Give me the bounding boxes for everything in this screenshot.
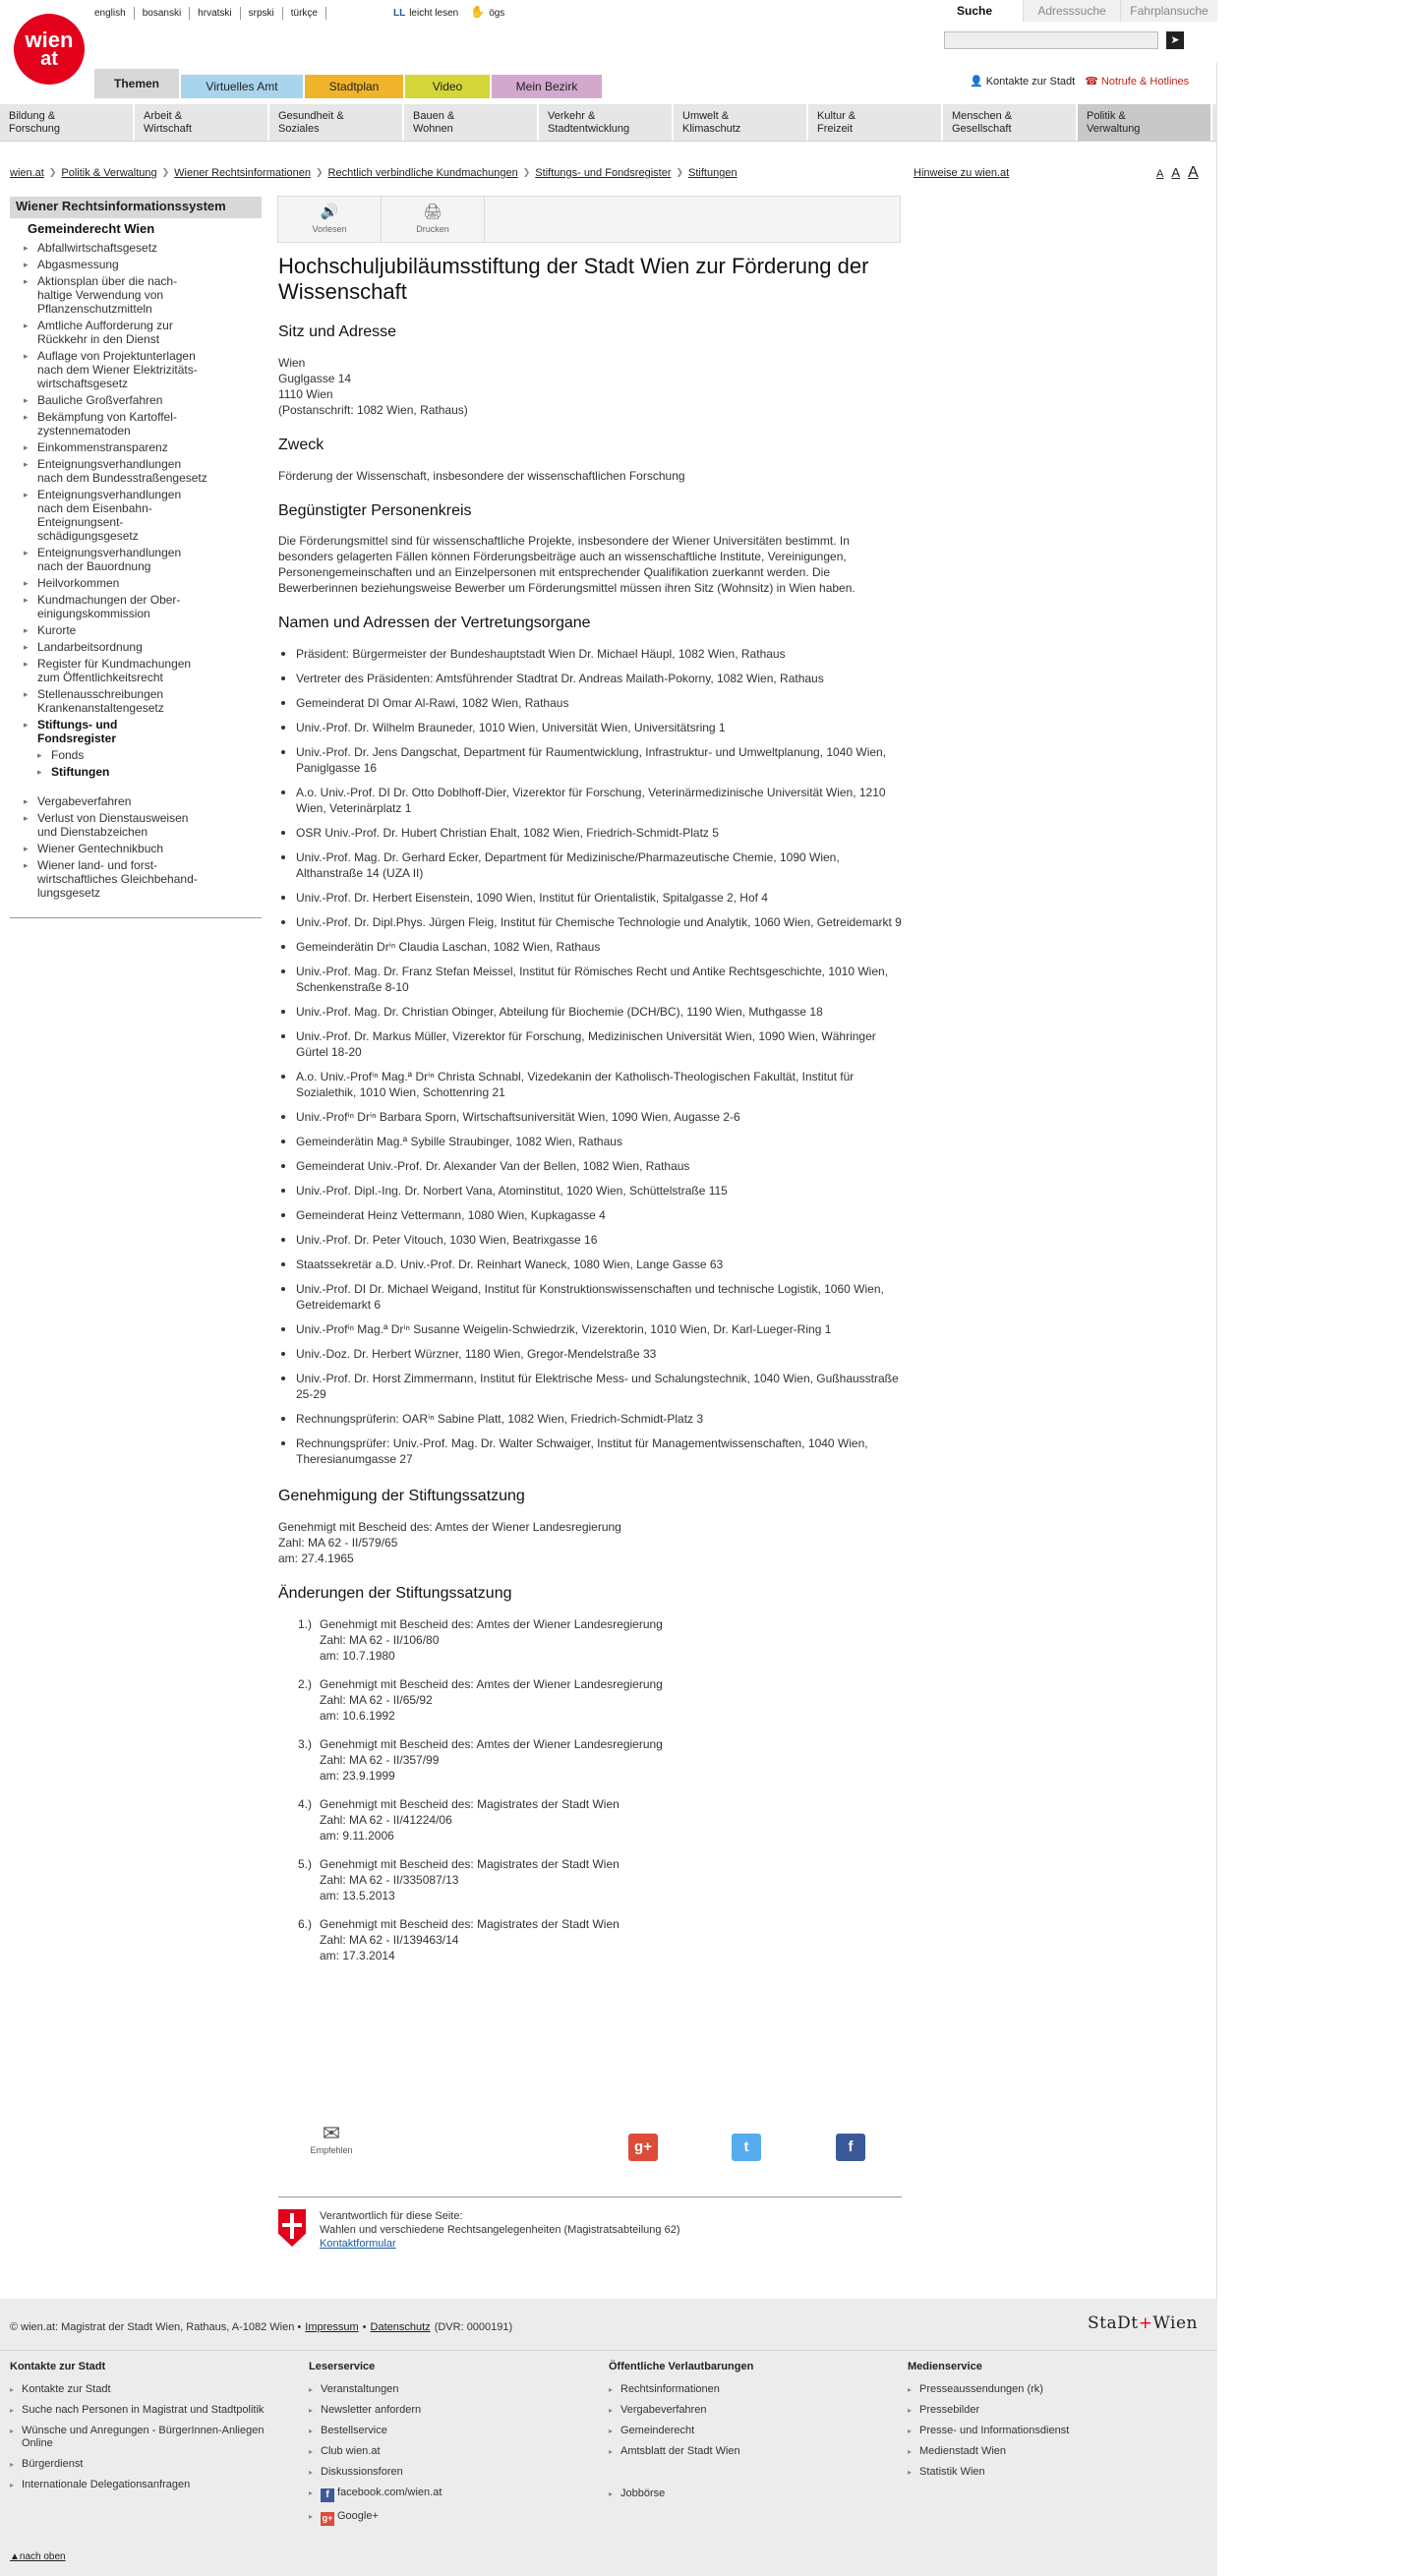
footer-link[interactable]: ▸ Diskussionsforen xyxy=(309,2466,594,2479)
footer-link[interactable]: ▸ Suche nach Personen in Magistrat und Stadtpolitik xyxy=(10,2404,295,2417)
change-item xyxy=(298,1796,902,1844)
cat-line1: Verkehr & xyxy=(548,110,596,122)
responsible-dept: Wahlen und verschiedene Rechtsangelegenheiten (Magistratsabteilung 62) xyxy=(320,2224,680,2236)
sidebar-item[interactable]: ▸ Vergabeverfahren xyxy=(22,794,262,808)
approval-line: Genehmigt mit Bescheid des: Amtes der Wiener Landesregierung xyxy=(278,1519,621,1534)
cat-line2: Verwaltung xyxy=(1087,123,1141,135)
change-line: Genehmigt mit Bescheid des: Amtes der Wiener Landesregierung xyxy=(320,1616,663,1631)
lang-turkce[interactable]: türkçe xyxy=(291,7,326,20)
change-line: am: 23.9.1999 xyxy=(320,1768,395,1783)
footer-link[interactable]: ▸ Jobbörse xyxy=(609,2488,894,2500)
footer-link[interactable]: ▸ Veranstaltungen xyxy=(309,2383,594,2396)
vienna-coat-of-arms-icon xyxy=(278,2209,306,2247)
sidebar-item[interactable]: ▸ Kurorte xyxy=(22,623,262,637)
footer-col-title: Kontakte zur Stadt xyxy=(10,2361,106,2372)
representative-item: Präsident: Bürgermeister der Bundeshauptstadt Wien Dr. Michael Häupl, 1082 Wien, Rathaus xyxy=(278,646,902,662)
copyright-text: © wien.at: Magistrat der Stadt Wien, Rathaus, A-1082 Wien • xyxy=(10,2321,302,2333)
footer-link[interactable]: ▸ Kontakte zur Stadt xyxy=(10,2383,295,2396)
search-submit-button[interactable] xyxy=(1166,31,1184,49)
footer-divider xyxy=(0,2350,1217,2351)
sign-language-icon: ✋ xyxy=(470,5,486,20)
cat-umwelt[interactable] xyxy=(674,104,808,141)
change-item xyxy=(298,1676,902,1724)
breadcrumb xyxy=(10,166,738,180)
representative-item: Staatssekretär a.D. Univ.-Prof. Dr. Reinhart Waneck, 1080 Wien, Lange Gasse 63 xyxy=(278,1257,902,1272)
beneficiaries-heading: Begünstigter Personenkreis xyxy=(278,501,472,519)
contact-form-link[interactable]: Kontaktformular xyxy=(320,2238,396,2250)
change-body xyxy=(320,1916,620,1963)
tab-themen[interactable]: Themen xyxy=(94,69,179,98)
change-line: am: 9.11.2006 xyxy=(320,1828,394,1843)
tab-timetable-search[interactable]: Fahrplansuche xyxy=(1120,0,1217,22)
language-bar xyxy=(94,4,504,22)
representative-item: Univ.-Prof. Dipl.-Ing. Dr. Norbert Vana, Atominstitut, 1020 Wien, Schüttelstraße 115 xyxy=(278,1183,902,1199)
change-item xyxy=(298,1856,902,1903)
change-line: am: 10.6.1992 xyxy=(320,1708,395,1723)
dvr-text: (DVR: 0000191) xyxy=(434,2321,513,2333)
change-number: 3.) xyxy=(298,1736,313,1751)
envelope-icon: ✉ xyxy=(322,2121,341,2145)
change-body xyxy=(320,1676,663,1724)
footer-facebook-link[interactable] xyxy=(309,2487,594,2502)
chevron-right-icon: ❯ xyxy=(522,167,531,178)
tab-video[interactable]: Video xyxy=(405,75,490,98)
sidebar-item: Gemeinderecht Wien xyxy=(28,221,155,236)
breadcrumb-item[interactable]: Rechtlich verbindliche Kundmachungen xyxy=(327,167,518,179)
footer-col-media xyxy=(908,2360,1193,2487)
cat-line1: Kultur & xyxy=(817,110,856,122)
stadt-wien-logo[interactable] xyxy=(1088,2313,1198,2334)
footer-google-link[interactable] xyxy=(309,2510,594,2526)
footer-link[interactable]: ▸ Medienstadt Wien xyxy=(908,2445,1193,2458)
representative-item: Vertreter des Präsidenten: Amtsführender Stadtrat Dr. Andreas Mailath-Pokorny, 1082 Wien, Rathaus xyxy=(278,671,902,686)
cat-line1: Bauen & xyxy=(413,110,455,122)
change-body xyxy=(320,1616,663,1664)
footer-link[interactable]: ▸ Wünsche und Anregungen - BürgerInnen-Anliegen Online xyxy=(10,2425,295,2450)
change-line: Genehmigt mit Bescheid des: Magistrates der Stadt Wien xyxy=(320,1856,620,1871)
change-body xyxy=(320,1856,620,1903)
hints-link[interactable]: Hinweise zu wien.at xyxy=(914,167,1010,179)
footer-col-title: Öffentliche Verlautbarungen xyxy=(609,2361,754,2372)
representative-item: Univ.-Prof. DI Dr. Michael Weigand, Institut für Konstruktionswissenschaften und technische Logistik, 1060 Wien, Getreidemarkt 6 xyxy=(278,1281,902,1313)
representative-item: OSR Univ.-Prof. Dr. Hubert Christian Ehalt, 1082 Wien, Friedrich-Schmidt-Platz 5 xyxy=(278,825,902,841)
purpose-heading: Zweck xyxy=(278,436,324,453)
brand-mark: + xyxy=(1138,2313,1153,2333)
change-number: 4.) xyxy=(298,1796,313,1811)
address-line: Guglgasse 14 xyxy=(278,371,352,385)
cat-bauen[interactable] xyxy=(404,104,539,141)
chevron-right-icon: ❯ xyxy=(48,167,57,178)
cat-line2: Wohnen xyxy=(413,123,453,135)
representative-item: A.o. Univ.-Prof. DI Dr. Otto Doblhoff-Dier, Vizerektor für Forschung, Veterinärmedizinische Universität Wien, 1210 Wien, Veterinärplatz 1 xyxy=(278,785,902,816)
change-line: Zahl: MA 62 - II/335087/13 xyxy=(320,1872,459,1887)
chevron-right-icon: ❯ xyxy=(676,167,684,178)
chevron-right-icon: ❯ xyxy=(161,167,170,178)
speaker-icon: 🔊 xyxy=(320,203,339,220)
representatives-list xyxy=(278,646,902,1467)
brand-left: StaDt xyxy=(1088,2313,1139,2333)
footer-link[interactable]: ▸ Vergabeverfahren xyxy=(609,2404,894,2417)
cat-line2: Soziales xyxy=(278,123,320,135)
representative-item: A.o. Univ.-Profⁱⁿ Mag.ª Drⁱⁿ Christa Schnabl, Vizedekanin der Katholisch-Theologischen Fakultät, Institut für Sozialethik, 1010 Wien, Schottenring 21 xyxy=(278,1069,902,1100)
purpose-text: Förderung der Wissenschaft, insbesondere der wissenschaftlichen Forschung xyxy=(278,468,685,483)
footer-link-label: facebook.com/wien.at xyxy=(337,2487,442,2499)
easy-read-icon: LL xyxy=(392,7,406,19)
representative-item: Univ.-Prof. Dr. Horst Zimmermann, Institut für Elektrische Mess- und Schalungstechnik, 1040 Wien, Gußhausstraße 25-29 xyxy=(278,1371,902,1402)
representative-item: Gemeinderat Univ.-Prof. Dr. Alexander Van der Bellen, 1082 Wien, Rathaus xyxy=(278,1158,902,1174)
change-item xyxy=(298,1736,902,1784)
footer-link[interactable]: ▸ Pressebilder xyxy=(908,2404,1193,2417)
representative-item: Rechnungsprüferin: OARⁱⁿ Sabine Platt, 1082 Wien, Friedrich-Schmidt-Platz 3 xyxy=(278,1411,902,1427)
change-item xyxy=(298,1916,902,1963)
cat-arbeit[interactable] xyxy=(135,104,269,141)
sidebar-item[interactable]: ▸ Abgasmessung xyxy=(22,258,262,271)
footer-col-title: Medienservice xyxy=(908,2361,982,2372)
sidebar-item[interactable]: ▸ Enteignungsverhandlungen nach dem Bundesstraßengesetz xyxy=(22,457,262,485)
read-aloud-button[interactable] xyxy=(278,197,382,242)
header-contact-links xyxy=(970,75,1189,88)
address-line: (Postanschrift: 1082 Wien, Rathaus) xyxy=(278,402,468,417)
changes-list xyxy=(278,1616,902,1963)
read-aloud-label: Vorlesen xyxy=(312,224,347,235)
change-line: Zahl: MA 62 - II/41224/06 xyxy=(320,1812,452,1827)
facebook-icon: f xyxy=(321,2488,334,2502)
cat-bildung[interactable] xyxy=(0,104,135,141)
change-line: Zahl: MA 62 - II/139463/14 xyxy=(320,1932,459,1947)
footer-link[interactable]: ▸ Rechtsinformationen xyxy=(609,2383,894,2396)
cat-line1: Menschen & xyxy=(952,110,1013,122)
impressum-link[interactable]: Impressum xyxy=(305,2321,359,2333)
sidebar-item[interactable]: ▸ Fonds xyxy=(35,748,262,762)
address-line: 1110 Wien xyxy=(278,386,333,401)
sidebar-item[interactable]: ▸ Stiftungs- und Fondsregister xyxy=(22,718,262,745)
footer-link[interactable]: ▸ Presse- und Informationsdienst xyxy=(908,2425,1193,2437)
arrow-up-icon: ▲ xyxy=(10,2551,20,2562)
cat-line1: Politik & xyxy=(1087,110,1126,122)
representative-item: Rechnungsprüfer: Univ.-Prof. Mag. Dr. Walter Schwaiger, Institut für Managementwissenschaften, 1040 Wien, Theresianumgasse 27 xyxy=(278,1435,902,1467)
approval-line: am: 27.4.1965 xyxy=(278,1551,354,1565)
representative-item: Univ.-Prof. Dr. Markus Müller, Vizerektor für Forschung, Medizinischen Universität Wien, 1090 Wien, Währinger Gürtel 18-20 xyxy=(278,1028,902,1060)
tab-stadtplan[interactable]: Stadtplan xyxy=(305,75,403,98)
change-number: 5.) xyxy=(298,1856,313,1871)
representatives-heading: Namen und Adressen der Vertretungsorgane xyxy=(278,615,591,632)
brand-right: Wien xyxy=(1152,2313,1198,2333)
footer-link[interactable]: ▸ Bürgerdienst xyxy=(10,2458,295,2471)
representative-item: Gemeinderat DI Omar Al-Rawi, 1082 Wien, Rathaus xyxy=(278,695,902,711)
tab-address-search[interactable]: Adresssuche xyxy=(1023,0,1120,22)
logo-line2: at xyxy=(40,47,58,70)
sidebar-item[interactable]: ▸ Landarbeitsordnung xyxy=(22,640,262,654)
change-body xyxy=(320,1736,663,1784)
representative-item: Univ.-Profⁱⁿ Drⁱⁿ Barbara Sporn, Wirtschaftsuniversität Wien, 1090 Wien, Augasse 2-6 xyxy=(278,1109,902,1125)
breadcrumb-item[interactable]: wien.at xyxy=(10,167,44,179)
print-button[interactable] xyxy=(382,197,485,242)
cat-line2: Klimaschutz xyxy=(682,123,741,135)
change-line: am: 13.5.2013 xyxy=(320,1888,395,1903)
responsible-box xyxy=(278,2196,902,2251)
search-row xyxy=(926,22,1217,49)
representative-item: Gemeinderätin Mag.ª Sybille Straubinger, 1082 Wien, Rathaus xyxy=(278,1134,902,1149)
sidebar-item[interactable]: ▸ Enteignungsverhandlungen nach dem Eisenbahn- Enteignungsent- schädigungsgesetz xyxy=(22,488,262,543)
main-tabs xyxy=(94,69,602,98)
representative-item: Gemeinderat Heinz Vettermann, 1080 Wien, Kupkagasse 4 xyxy=(278,1207,902,1223)
search-input[interactable] xyxy=(944,31,1158,49)
cat-menschen[interactable] xyxy=(943,104,1078,141)
sidebar-item[interactable]: ▸ Aktionsplan über die nach- haltige Verwendung von Pflanzenschutzmitteln xyxy=(22,274,262,316)
responsible-label: Verantwortlich für diese Seite: xyxy=(320,2210,463,2222)
representative-item: Gemeinderätin Drⁱⁿ Claudia Laschan, 1082 Wien, Rathaus xyxy=(278,939,902,955)
responsible-text xyxy=(320,2209,680,2251)
page-title: Hochschuljubiläumsstiftung der Stadt Wien zur Förderung der Wissenschaft xyxy=(278,254,869,304)
representative-item: Univ.-Prof. Dr. Peter Vitouch, 1030 Wien, Beatrixgasse 16 xyxy=(278,1232,902,1248)
lang-hrvatski[interactable]: hrvatski xyxy=(198,7,240,20)
footer-copyright xyxy=(10,2320,512,2334)
cat-politik[interactable] xyxy=(1078,104,1212,141)
recommend-label: Empfehlen xyxy=(310,2145,353,2155)
phone-icon: ☎ xyxy=(1085,76,1098,88)
contacts-label: Kontakte zur Stadt xyxy=(985,76,1076,88)
easy-read-label: leicht lesen xyxy=(409,7,459,19)
cat-line2: Stadtentwicklung xyxy=(548,123,630,135)
change-line: Genehmigt mit Bescheid des: Amtes der Wiener Landesregierung xyxy=(320,1736,663,1751)
sidebar xyxy=(10,197,262,918)
lang-srpski[interactable]: srpski xyxy=(249,7,283,20)
approval-heading: Genehmigung der Stiftungssatzung xyxy=(278,1488,525,1505)
change-number: 2.) xyxy=(298,1676,313,1691)
address-block xyxy=(278,355,902,418)
sidebar-list xyxy=(10,218,262,900)
tab-virtuelles-amt[interactable]: Virtuelles Amt xyxy=(181,75,303,98)
cat-line1: Gesundheit & xyxy=(278,110,344,122)
contacts-link[interactable] xyxy=(970,75,1075,88)
sidebar-item[interactable]: ▸ Stellenausschreibungen Krankenanstaltengesetz xyxy=(22,687,262,715)
change-number: 6.) xyxy=(298,1916,313,1931)
change-line: Zahl: MA 62 - II/106/80 xyxy=(320,1632,440,1647)
cat-kultur[interactable] xyxy=(808,104,943,141)
representative-item: Univ.-Prof. Mag. Dr. Christian Obinger, Abteilung für Biochemie (DCH/BC), 1190 Wien, Muthgasse 18 xyxy=(278,1004,902,1020)
sidebar-item[interactable]: ▸ Auflage von Projektunterlagen nach dem Wiener Elektrizitäts- wirtschaftsgesetz xyxy=(22,349,262,390)
change-line: am: 10.7.1980 xyxy=(320,1648,395,1663)
back-to-top-link[interactable] xyxy=(10,2550,66,2563)
sidebar-item[interactable]: ▸ Einkommenstransparenz xyxy=(22,440,262,454)
representative-item: Univ.-Prof. Mag. Dr. Franz Stefan Meissel, Institut für Römisches Recht und Antike Rechtsgeschichte, 1010 Wien, Schenkenstraße 8-10 xyxy=(278,964,902,995)
emergency-label: Notrufe & Hotlines xyxy=(1100,76,1190,88)
wien-at-logo[interactable] xyxy=(14,14,85,85)
logo-line1: wien xyxy=(25,28,74,53)
breadcrumb-item[interactable]: Politik & Verwaltung xyxy=(61,167,157,179)
sidebar-item[interactable]: ▸ Bekämpfung von Kartoffel- zystennematoden xyxy=(22,410,262,438)
font-size-medium[interactable]: A xyxy=(1171,165,1181,180)
cat-line1: Umwelt & xyxy=(682,110,730,122)
change-line: Genehmigt mit Bescheid des: Amtes der Wiener Landesregierung xyxy=(320,1676,663,1691)
font-size-large[interactable]: A xyxy=(1188,164,1199,181)
sidebar-title: Wiener Rechtsinformationssystem xyxy=(10,197,262,218)
breadcrumb-item[interactable]: Stiftungs- und Fondsregister xyxy=(535,167,672,179)
footer-col-announcements xyxy=(609,2360,894,2508)
representative-item: Univ.-Prof. Mag. Dr. Gerhard Ecker, Department für Medizinische/Pharmazeutische Chemie, 1090 Wien, Althanstraße 14 (UZA II) xyxy=(278,849,902,881)
sidebar-item[interactable]: ▸ Bauliche Großverfahren xyxy=(22,393,262,407)
representative-item: Univ.-Prof. Dr. Herbert Eisenstein, 1090 Wien, Institut für Orientalistik, Spitalgasse 2, Hof 4 xyxy=(278,890,902,906)
sidebar-item[interactable]: ▸ Amtliche Aufforderung zur Rückkehr in den Dienst xyxy=(22,319,262,346)
tab-search[interactable]: Suche xyxy=(926,0,1023,22)
datenschutz-link[interactable]: Datenschutz xyxy=(370,2321,431,2333)
sidebar-item[interactable]: ▸ Wiener Gentechnikbuch xyxy=(22,842,262,855)
change-line: Genehmigt mit Bescheid des: Magistrates der Stadt Wien xyxy=(320,1796,620,1811)
sidebar-divider xyxy=(10,917,262,918)
footer-link[interactable]: ▸ Club wien.at xyxy=(309,2445,594,2458)
lang-bosanski[interactable]: bosanski xyxy=(143,7,190,20)
change-number: 1.) xyxy=(298,1616,313,1631)
cat-gesundheit[interactable] xyxy=(269,104,404,141)
breadcrumb-item[interactable]: Stiftungen xyxy=(688,167,738,179)
footer-link[interactable]: ▸ Newsletter anfordern xyxy=(309,2404,594,2417)
google-plus-icon: g+ xyxy=(321,2512,334,2526)
search-panel xyxy=(926,0,1217,63)
representative-item: Univ.-Profⁱⁿ Mag.ª Drⁱⁿ Susanne Weigelin-Schwiedrzik, Vizerektorin, 1010 Wien, Dr. Karl-Lueger-Ring 1 xyxy=(278,1321,902,1337)
footer-link-label: Google+ xyxy=(337,2510,379,2523)
cat-verkehr[interactable] xyxy=(539,104,674,141)
representative-item: Univ.-Prof. Dr. Jens Dangschat, Department für Raumentwicklung, Infrastruktur- und Umweltplanung, 1040 Wien, Paniglgasse 16 xyxy=(278,744,902,776)
search-tabs xyxy=(926,0,1217,22)
change-line: am: 17.3.2014 xyxy=(320,1948,395,1962)
facebook-icon[interactable]: f xyxy=(836,2134,865,2161)
representative-item: Univ.-Prof. Dr. Dipl.Phys. Jürgen Fleig, Institut für Chemische Technologie und Analytik, 1060 Wien, Getreidemarkt 9 xyxy=(278,914,902,930)
page-toolbar xyxy=(277,196,901,243)
main-content xyxy=(278,254,902,1976)
cat-line2: Gesellschaft xyxy=(952,123,1012,135)
person-icon: 👤 xyxy=(970,76,983,88)
approval-block xyxy=(278,1519,902,1566)
sidebar-item[interactable]: ▸ Stiftungen xyxy=(35,765,262,779)
right-blank-area xyxy=(1218,0,1416,2576)
share-row xyxy=(278,2122,902,2165)
font-size-switcher xyxy=(1156,163,1199,184)
sidebar-item[interactable]: ▸ Abfallwirtschaftsgesetz xyxy=(22,241,262,255)
footer-link[interactable]: ▸ Statistik Wien xyxy=(908,2466,1193,2479)
seat-heading: Sitz und Adresse xyxy=(278,323,397,340)
footer xyxy=(0,2299,1217,2576)
cat-line2: Forschung xyxy=(9,123,60,135)
recommend-button[interactable] xyxy=(305,2122,358,2157)
sign-language-link[interactable] xyxy=(470,5,504,21)
sidebar-item[interactable]: ▸ Verlust von Dienstausweisen und Dienstabzeichen xyxy=(22,811,262,839)
print-label: Drucken xyxy=(416,224,449,235)
sidebar-item[interactable]: ▸ Register für Kundmachungen zum Öffentlichkeitsrecht xyxy=(22,657,262,684)
sidebar-item[interactable]: ▸ Kundmachungen der Ober- einigungskommission xyxy=(22,593,262,620)
footer-link[interactable]: ▸ Bestellservice xyxy=(309,2425,594,2437)
change-item xyxy=(298,1616,902,1664)
sign-language-label: ögs xyxy=(489,7,505,19)
footer-col-title: Leserservice xyxy=(309,2361,376,2372)
change-body xyxy=(320,1796,620,1844)
cat-line2: Freizeit xyxy=(817,123,854,135)
sidebar-item[interactable]: ▸ Enteignungsverhandlungen nach der Bauordnung xyxy=(22,546,262,573)
lang-english[interactable]: english xyxy=(94,7,135,20)
address-line: Wien xyxy=(278,355,306,370)
cat-line1: Arbeit & xyxy=(144,110,183,122)
footer-col-readers xyxy=(309,2360,594,2534)
footer-link[interactable]: ▸ Internationale Delegationsanfragen xyxy=(10,2479,295,2491)
printer-icon: 🖨 xyxy=(423,203,442,220)
sidebar-item[interactable]: ▸ Wiener land- und forst- wirtschaftliches Gleichbehand- lungsgesetz xyxy=(22,858,262,900)
approval-line: Zahl: MA 62 - II/579/65 xyxy=(278,1535,398,1550)
easy-read-link[interactable] xyxy=(393,7,458,20)
back-to-top-label: nach oben xyxy=(19,2551,66,2562)
footer-link[interactable]: ▸ Presseaussendungen (rk) xyxy=(908,2383,1193,2396)
cat-line1: Bildung & xyxy=(9,110,56,122)
cat-line2: Wirtschaft xyxy=(144,123,192,135)
sidebar-item[interactable]: ▸ Heilvorkommen xyxy=(22,576,262,590)
category-nav xyxy=(0,104,1217,142)
representative-item: Univ.-Doz. Dr. Herbert Würzner, 1180 Wien, Gregor-Mendelstraße 33 xyxy=(278,1346,902,1362)
change-line: Genehmigt mit Bescheid des: Magistrates der Stadt Wien xyxy=(320,1916,620,1931)
chevron-right-icon: ❯ xyxy=(315,167,324,178)
arrow-right-icon: ➤ xyxy=(1170,33,1180,46)
representative-item: Univ.-Prof. Dr. Wilhelm Brauneder, 1010 Wien, Universität Wien, Universitätsring 1 xyxy=(278,720,902,735)
font-size-small[interactable]: A xyxy=(1156,168,1164,180)
google-plus-icon[interactable]: g+ xyxy=(628,2134,658,2161)
change-line: Zahl: MA 62 - II/65/92 xyxy=(320,1692,433,1707)
twitter-icon[interactable]: t xyxy=(732,2134,761,2161)
footer-col-contacts xyxy=(10,2360,295,2499)
tab-mein-bezirk[interactable]: Mein Bezirk xyxy=(492,75,602,98)
emergency-link[interactable] xyxy=(1085,75,1189,88)
footer-separator: • xyxy=(362,2321,367,2333)
breadcrumb-item[interactable]: Wiener Rechtsinformationen xyxy=(174,167,311,179)
footer-link[interactable]: ▸ Gemeinderecht xyxy=(609,2425,894,2437)
changes-heading: Änderungen der Stiftungssatzung xyxy=(278,1584,512,1602)
change-line: Zahl: MA 62 - II/357/99 xyxy=(320,1752,440,1767)
beneficiaries-text: Die Förderungsmittel sind für wissenschaftliche Projekte, insbesondere der Wiener Universitäten bestimmt. In besonders gelagerten Fällen können Förderungsbeiträge auch an wissenschaftliche Institute, Vereinigungen, Personengemeinschaften und an Einzelpersonen mit entsprechender Qualifikation zuerkannt werden. Die Bewerberinnen beziehungsweise Bewerber um Förderungsmittel müssen ihren Sitz (Wohnsitz) in Wien haben. xyxy=(278,534,856,596)
footer-link[interactable]: ▸ Amtsblatt der Stadt Wien xyxy=(609,2445,894,2458)
